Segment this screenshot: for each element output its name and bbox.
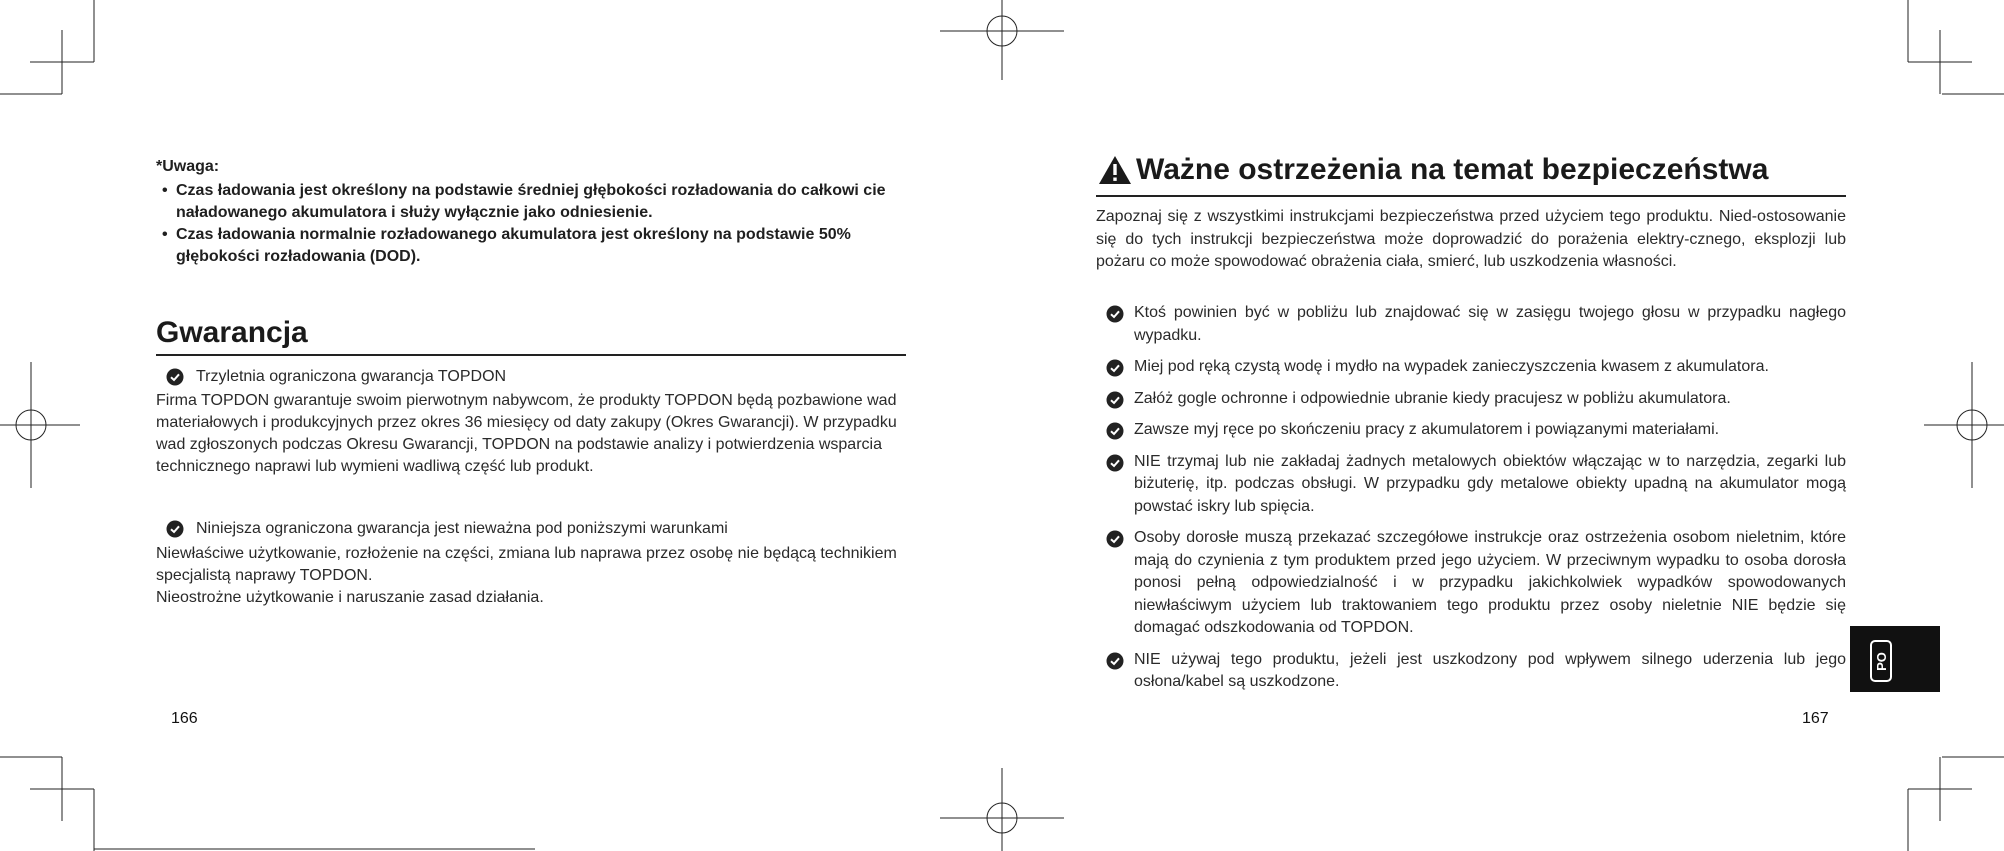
page-number-right: 167 <box>1802 710 1829 727</box>
check-circle-icon <box>166 368 184 386</box>
safety-intro: Zapoznaj się z wszystkimi instrukcjami bezpieczeństwa przed użyciem tego produktu. Nied-ostosowanie się do tych instrukcji bezpieczeństwa może doprowadzić do porażenia elektry-cznego, eksplozji lub pożaru co może spowodować obrażenia ciała, smierć, lub uszkodzenia własności. <box>1096 208 1846 270</box>
check-circle-icon <box>1106 652 1124 670</box>
check-circle-icon <box>1106 359 1124 377</box>
check-circle-icon <box>1106 422 1124 440</box>
note-bullet: • Czas ładowania normalnie rozładowanego akumulatora jest określony na podstawie 50% głębokości rozładowania (DOD). <box>156 224 916 268</box>
registration-mark-icon <box>0 362 80 488</box>
warranty-item-2-line: Nieostrożne użytkowanie i naruszanie zasad działania. <box>156 589 544 606</box>
safety-warning-list <box>1106 302 1846 703</box>
language-tab <box>1850 626 1940 692</box>
note-bullets <box>156 180 916 268</box>
check-circle-icon <box>1106 530 1124 548</box>
heading-rule <box>156 354 906 356</box>
check-circle-icon <box>166 520 184 538</box>
list-item-text: NIE trzymaj lub nie zakładaj żadnych metalowych obiektów włączając w to narzędzia, zegarki lub biżuterię, itp. podczas obsługi. W przypadku gdy metalowe obiekty upadną na akumulator mogą powstać iskry lub spięcia. <box>1134 452 1846 515</box>
list-item <box>1106 302 1846 347</box>
charging-note <box>156 156 916 268</box>
check-circle-icon <box>1106 391 1124 409</box>
safety-heading-row <box>1098 153 1846 187</box>
warranty-item-2-title-row <box>166 518 906 540</box>
warranty-item-2-title: Niniejsza ograniczona gwarancja jest nieważna pod poniższymi warunkami <box>196 520 728 537</box>
note-bullet: • Czas ładowania jest określony na podstawie średniej głębokości rozładowania do całkowi cie naładowanego akumulatora i służy wyłącznie jako odniesienie. <box>156 180 916 224</box>
warranty-item-1-body: Firma TOPDON gwarantuje swoim pierwotnym nabywcom, że produkty TOPDON będą pozbawione wad materiałowych i produkcyjnych przez okres 36 miesięcy od daty zakupy (Okres Gwarancji). W przypadku wad zgłoszonych podczas Okresu Gwarancji, TOPDON na podstawie analizy i potwierdzenia wsparcia technicznego naprawi lub wymieni wadliwą część lub produkt. <box>156 392 897 475</box>
note-title: *Uwaga: <box>156 158 220 175</box>
warranty-item-2-line: Niewłaściwe użytkowanie, rozłożenie na części, zmiana lub naprawa przez osobę nie będącą technikiem specjalistą naprawy TOPDON. <box>156 545 897 584</box>
check-circle-icon <box>1106 305 1124 323</box>
list-item-text: Zawsze myj ręce po skończeniu pracy z akumulatorem i powiązanymi materiałami. <box>1134 421 1720 438</box>
list-item <box>1106 388 1846 411</box>
language-tab-text: PO <box>1873 651 1889 671</box>
list-item-text: Załóż gogle ochronne i odpowiednie ubranie kiedy pracujesz w pobliżu akumulatora. <box>1134 389 1731 407</box>
list-item-text: Ktoś powinien być w pobliżu lub znajdować się w zasięgu twojego głosu w przypadku nagłego wypadku. <box>1134 304 1846 344</box>
warranty-heading-text: Gwarancja <box>156 316 308 349</box>
language-tab-label <box>1870 640 1892 682</box>
registration-mark-icon <box>1924 362 2004 488</box>
check-circle-icon <box>1106 454 1124 472</box>
warranty-item-1-title: Trzyletnia ograniczona gwarancja TOPDON <box>196 368 507 385</box>
registration-mark-icon <box>940 0 1064 80</box>
list-item-text: Osoby dorosłe muszą przekazać szczegółowe instrukcje oraz ostrzeżenia osobom nieletnim, które mają do czynienia z tym produktem przed jego użyciem. W przeciwnym wypadku to osoba dorosła ponosi pełną odpowiedzialność i w przypadku jakichkolwiek wypadków spowodowanych niewłaściwym użyciem lub traktowaniem tego produktu przez osoby nieletnie NIE będzie się domagać odszkodowania od TOPDON. <box>1134 529 1846 636</box>
warranty-item-2-body <box>156 543 908 609</box>
warning-triangle-icon <box>1098 154 1132 186</box>
heading-rule <box>1096 195 1846 197</box>
list-item <box>1106 527 1846 640</box>
registration-mark-icon <box>940 768 1064 851</box>
list-item <box>1106 419 1846 442</box>
list-item <box>1106 649 1846 694</box>
list-item <box>1106 356 1846 379</box>
list-item <box>1106 451 1846 519</box>
warranty-heading <box>156 316 906 356</box>
list-item-text: NIE używaj tego produktu, jeżeli jest uszkodzony pod wpływem silnego uderzenia lub jego osłona/kabel są uszkodzone. <box>1134 650 1846 690</box>
page-number-left: 166 <box>171 710 198 727</box>
list-item-text: Miej pod ręką czystą wodę i mydło na wypadek zanieczyszczenia kwasem z akumulatora. <box>1134 358 1769 375</box>
safety-heading: Ważne ostrzeżenia na temat bezpieczeństwa <box>1136 153 1769 186</box>
warranty-item-1-title-row <box>166 366 906 388</box>
